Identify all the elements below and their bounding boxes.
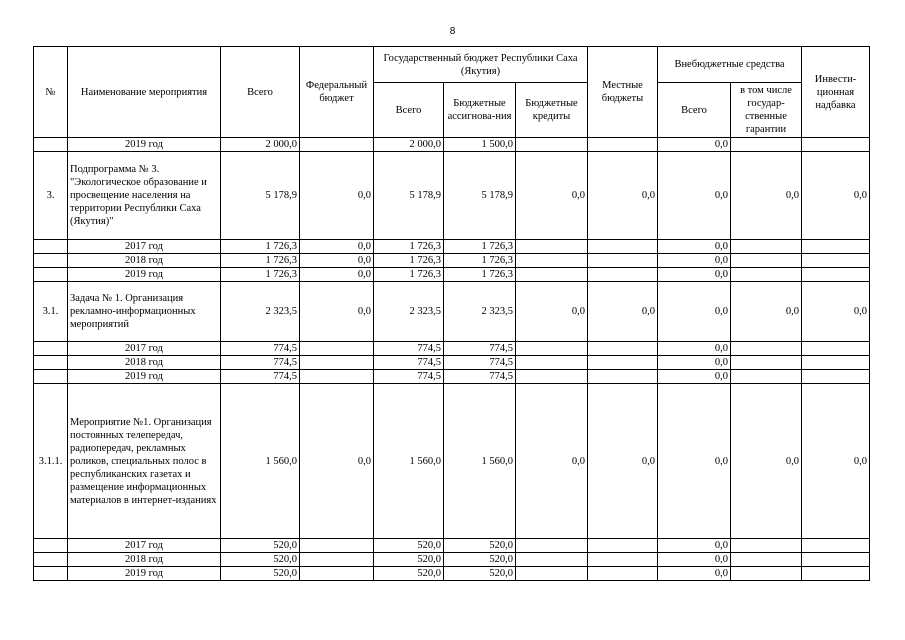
cell-state-total: 1 726,3 bbox=[374, 254, 444, 268]
cell-local bbox=[588, 342, 658, 356]
cell-state-total: 774,5 bbox=[374, 356, 444, 370]
cell-extra-guar bbox=[731, 268, 802, 282]
cell-extra-guar: 0,0 bbox=[731, 152, 802, 240]
header-state-credit: Бюджетные кредиты bbox=[516, 83, 588, 138]
row-year: 2019 год bbox=[68, 268, 221, 282]
cell-state-alloc: 520,0 bbox=[444, 539, 516, 553]
row-index-cell bbox=[34, 553, 68, 567]
cell-local: 0,0 bbox=[588, 282, 658, 342]
row-index-cell bbox=[34, 342, 68, 356]
cell-total: 2 323,5 bbox=[221, 282, 300, 342]
cell-extra-total: 0,0 bbox=[658, 282, 731, 342]
cell-invest: 0,0 bbox=[802, 384, 870, 539]
cell-state-credit bbox=[516, 356, 588, 370]
cell-invest bbox=[802, 356, 870, 370]
cell-invest bbox=[802, 553, 870, 567]
cell-local bbox=[588, 539, 658, 553]
cell-total: 1 726,3 bbox=[221, 254, 300, 268]
row-year: 2019 год bbox=[68, 567, 221, 581]
cell-federal bbox=[300, 539, 374, 553]
cell-state-credit bbox=[516, 539, 588, 553]
cell-local bbox=[588, 370, 658, 384]
row-year: 2017 год bbox=[68, 539, 221, 553]
cell-state-credit bbox=[516, 567, 588, 581]
cell-state-alloc: 2 323,5 bbox=[444, 282, 516, 342]
cell-state-alloc: 520,0 bbox=[444, 553, 516, 567]
header-num: № bbox=[34, 47, 68, 138]
table-row-year bbox=[34, 342, 870, 356]
cell-total: 1 726,3 bbox=[221, 268, 300, 282]
cell-federal: 0,0 bbox=[300, 240, 374, 254]
header-total: Всего bbox=[221, 47, 300, 138]
cell-total: 520,0 bbox=[221, 553, 300, 567]
cell-local bbox=[588, 553, 658, 567]
table-row-year bbox=[34, 539, 870, 553]
cell-state-total: 774,5 bbox=[374, 370, 444, 384]
cell-state-credit: 0,0 bbox=[516, 282, 588, 342]
cell-local bbox=[588, 240, 658, 254]
cell-state-total: 1 560,0 bbox=[374, 384, 444, 539]
cell-state-alloc: 5 178,9 bbox=[444, 152, 516, 240]
cell-extra-guar: 0,0 bbox=[731, 384, 802, 539]
cell-state-credit: 0,0 bbox=[516, 384, 588, 539]
cell-federal: 0,0 bbox=[300, 254, 374, 268]
row-year: 2019 год bbox=[68, 370, 221, 384]
cell-extra-guar bbox=[731, 553, 802, 567]
header-extra-guar: в том числе государ-ственные гарантии bbox=[731, 83, 802, 138]
cell-extra-total: 0,0 bbox=[658, 356, 731, 370]
cell-state-alloc: 520,0 bbox=[444, 567, 516, 581]
cell-total: 5 178,9 bbox=[221, 152, 300, 240]
cell-state-credit bbox=[516, 268, 588, 282]
cell-state-alloc: 1 726,3 bbox=[444, 268, 516, 282]
cell-extra-guar bbox=[731, 240, 802, 254]
cell-local bbox=[588, 138, 658, 152]
cell-extra-total: 0,0 bbox=[658, 240, 731, 254]
cell-federal bbox=[300, 553, 374, 567]
header-extra: Внебюджетные средства bbox=[658, 47, 802, 83]
cell-state-alloc: 774,5 bbox=[444, 356, 516, 370]
row-year: 2018 год bbox=[68, 254, 221, 268]
cell-federal: 0,0 bbox=[300, 268, 374, 282]
cell-extra-total: 0,0 bbox=[658, 152, 731, 240]
table-row-year bbox=[34, 240, 870, 254]
header-state-alloc: Бюджетные ассигнова-ния bbox=[444, 83, 516, 138]
cell-extra-guar: 0,0 bbox=[731, 282, 802, 342]
cell-total: 774,5 bbox=[221, 342, 300, 356]
cell-invest bbox=[802, 567, 870, 581]
cell-extra-total: 0,0 bbox=[658, 567, 731, 581]
cell-federal: 0,0 bbox=[300, 152, 374, 240]
cell-federal bbox=[300, 342, 374, 356]
cell-state-alloc: 1 560,0 bbox=[444, 384, 516, 539]
budget-table bbox=[33, 46, 870, 581]
cell-state-credit bbox=[516, 342, 588, 356]
cell-total: 1 560,0 bbox=[221, 384, 300, 539]
table-row-year bbox=[34, 254, 870, 268]
cell-extra-total: 0,0 bbox=[658, 384, 731, 539]
page-number: 8 bbox=[449, 26, 456, 37]
row-index-cell bbox=[34, 567, 68, 581]
cell-state-credit bbox=[516, 553, 588, 567]
row-year: 2017 год bbox=[68, 240, 221, 254]
cell-invest bbox=[802, 539, 870, 553]
table-row-item bbox=[34, 384, 870, 539]
cell-local: 0,0 bbox=[588, 384, 658, 539]
row-name: Подпрограмма № 3. "Экологическое образование и просвещение населения на территории Республики Саха (Якутия)" bbox=[68, 152, 221, 240]
cell-state-total: 1 726,3 bbox=[374, 240, 444, 254]
row-index-cell bbox=[34, 254, 68, 268]
cell-state-alloc: 1 500,0 bbox=[444, 138, 516, 152]
table-row-item bbox=[34, 152, 870, 240]
cell-state-total: 520,0 bbox=[374, 567, 444, 581]
cell-total: 1 726,3 bbox=[221, 240, 300, 254]
cell-federal bbox=[300, 356, 374, 370]
cell-extra-guar bbox=[731, 567, 802, 581]
cell-state-total: 2 000,0 bbox=[374, 138, 444, 152]
cell-extra-guar bbox=[731, 356, 802, 370]
cell-local: 0,0 bbox=[588, 152, 658, 240]
cell-state-total: 5 178,9 bbox=[374, 152, 444, 240]
cell-extra-total: 0,0 bbox=[658, 138, 731, 152]
cell-state-alloc: 1 726,3 bbox=[444, 254, 516, 268]
cell-invest bbox=[802, 342, 870, 356]
cell-total: 2 000,0 bbox=[221, 138, 300, 152]
row-name: Задача № 1. Организация рекламно-информационных мероприятий bbox=[68, 282, 221, 342]
cell-state-total: 774,5 bbox=[374, 342, 444, 356]
cell-invest bbox=[802, 138, 870, 152]
cell-state-total: 520,0 bbox=[374, 539, 444, 553]
cell-federal: 0,0 bbox=[300, 282, 374, 342]
cell-local bbox=[588, 268, 658, 282]
cell-state-credit bbox=[516, 138, 588, 152]
cell-state-credit bbox=[516, 254, 588, 268]
row-index: 3.1. bbox=[34, 282, 68, 342]
table-row-year bbox=[34, 370, 870, 384]
header-federal: Федеральный бюджет bbox=[300, 47, 374, 138]
table-row-item bbox=[34, 282, 870, 342]
cell-state-credit bbox=[516, 240, 588, 254]
cell-extra-guar bbox=[731, 254, 802, 268]
cell-local bbox=[588, 356, 658, 370]
cell-extra-total: 0,0 bbox=[658, 268, 731, 282]
row-index-cell bbox=[34, 138, 68, 152]
row-index: 3.1.1. bbox=[34, 384, 68, 539]
cell-extra-total: 0,0 bbox=[658, 254, 731, 268]
cell-state-alloc: 774,5 bbox=[444, 370, 516, 384]
cell-invest: 0,0 bbox=[802, 152, 870, 240]
table-row-year bbox=[34, 138, 870, 152]
header-state-total: Всего bbox=[374, 83, 444, 138]
cell-extra-total: 0,0 bbox=[658, 342, 731, 356]
cell-invest bbox=[802, 254, 870, 268]
cell-extra-guar bbox=[731, 342, 802, 356]
cell-extra-guar bbox=[731, 370, 802, 384]
cell-invest: 0,0 bbox=[802, 282, 870, 342]
cell-state-credit: 0,0 bbox=[516, 152, 588, 240]
header-state-budget: Государственный бюджет Республики Саха (Якутия) bbox=[374, 47, 588, 83]
cell-extra-total: 0,0 bbox=[658, 370, 731, 384]
cell-invest bbox=[802, 268, 870, 282]
cell-local bbox=[588, 254, 658, 268]
row-index-cell bbox=[34, 268, 68, 282]
cell-state-total: 1 726,3 bbox=[374, 268, 444, 282]
table-row-year bbox=[34, 356, 870, 370]
header-name: Наименование мероприятия bbox=[68, 47, 221, 138]
row-index-cell bbox=[34, 370, 68, 384]
row-name: Мероприятие №1. Организация постоянных телепередач, радиопередач, рекламных роликов, специальных полос в республиканских газетах и размещение информационных материалов в интернет-изданиях bbox=[68, 384, 221, 539]
cell-invest bbox=[802, 370, 870, 384]
cell-total: 774,5 bbox=[221, 370, 300, 384]
table-row-year bbox=[34, 268, 870, 282]
row-year: 2018 год bbox=[68, 553, 221, 567]
cell-federal bbox=[300, 370, 374, 384]
cell-federal bbox=[300, 567, 374, 581]
header-extra-total: Всего bbox=[658, 83, 731, 138]
cell-state-total: 2 323,5 bbox=[374, 282, 444, 342]
table-row-year bbox=[34, 553, 870, 567]
row-year: 2019 год bbox=[68, 138, 221, 152]
cell-total: 520,0 bbox=[221, 567, 300, 581]
row-index: 3. bbox=[34, 152, 68, 240]
cell-state-alloc: 774,5 bbox=[444, 342, 516, 356]
cell-total: 774,5 bbox=[221, 356, 300, 370]
cell-extra-guar bbox=[731, 539, 802, 553]
cell-extra-guar bbox=[731, 138, 802, 152]
cell-extra-total: 0,0 bbox=[658, 539, 731, 553]
row-year: 2017 год bbox=[68, 342, 221, 356]
cell-state-alloc: 1 726,3 bbox=[444, 240, 516, 254]
cell-federal: 0,0 bbox=[300, 384, 374, 539]
cell-invest bbox=[802, 240, 870, 254]
cell-extra-total: 0,0 bbox=[658, 553, 731, 567]
row-index-cell bbox=[34, 356, 68, 370]
row-year: 2018 год bbox=[68, 356, 221, 370]
table-row-year bbox=[34, 567, 870, 581]
header-invest: Инвести-ционная надбавка bbox=[802, 47, 870, 138]
cell-local bbox=[588, 567, 658, 581]
cell-state-total: 520,0 bbox=[374, 553, 444, 567]
header-local: Местные бюджеты bbox=[588, 47, 658, 138]
row-index-cell bbox=[34, 539, 68, 553]
cell-state-credit bbox=[516, 370, 588, 384]
table-body bbox=[34, 138, 870, 581]
row-index-cell bbox=[34, 240, 68, 254]
cell-federal bbox=[300, 138, 374, 152]
cell-total: 520,0 bbox=[221, 539, 300, 553]
